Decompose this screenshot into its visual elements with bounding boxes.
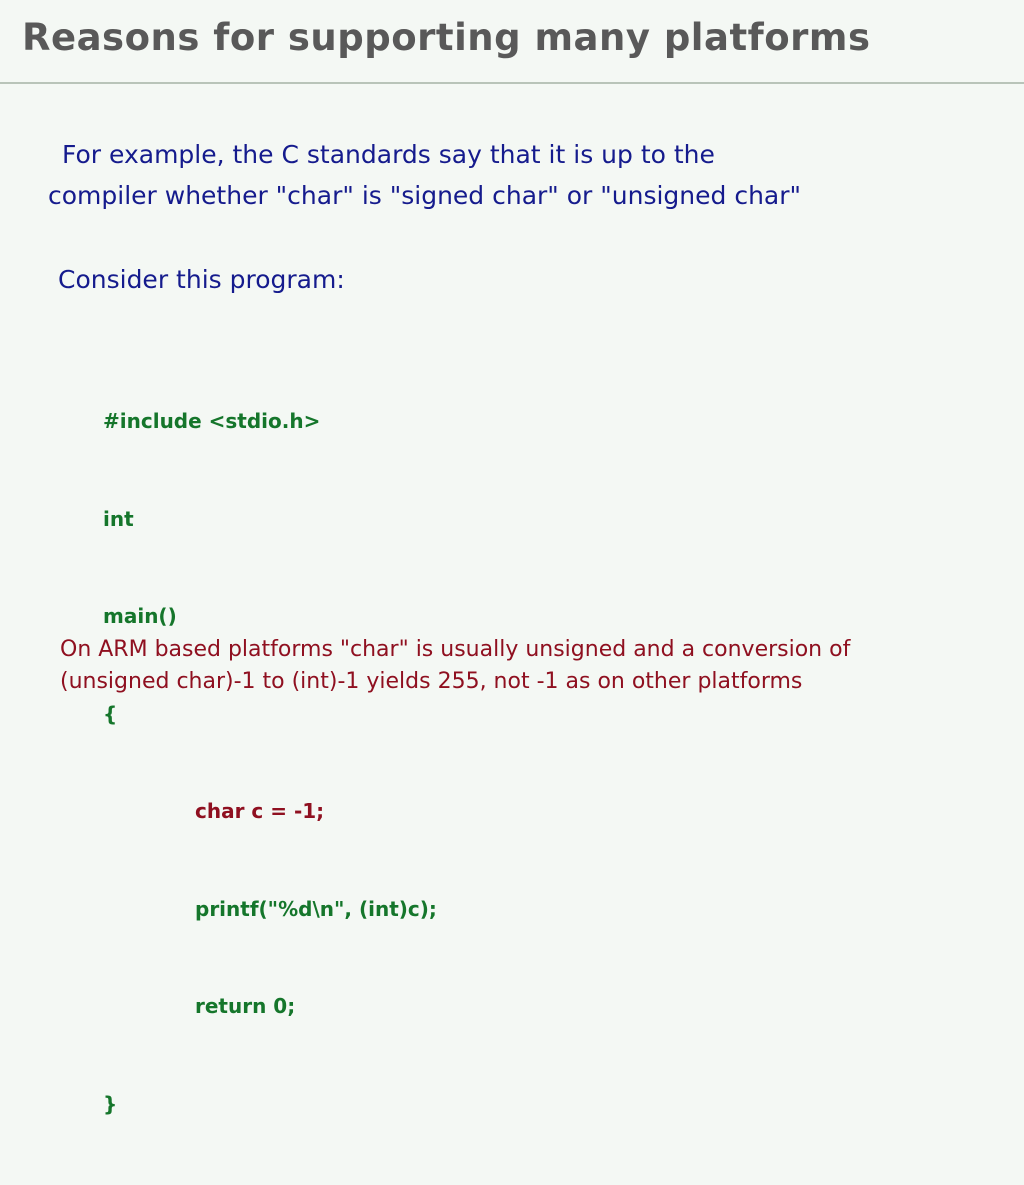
code-listing [103,340,437,1185]
page-title: Reasons for supporting many platforms [22,16,871,59]
intro-line-2: compiler whether "char" is "signed char" or "unsigned char" [48,181,802,210]
footnote-line-1: On ARM based platforms "char" is usually unsigned and a conversion of [60,637,851,662]
footnote [60,634,990,698]
title-divider [0,82,1024,84]
code-line: main() [103,604,177,628]
intro-line-1: For example, the C standards say that it is up to the [62,140,715,169]
footnote-line-2: (unsigned char)-1 to (int)-1 yields 255, not -1 as on other platforms [60,669,803,694]
code-line: { [103,701,118,726]
code-line: } [103,1091,118,1116]
code-line: printf("%d\n", (int)c); [195,896,437,921]
intro-paragraph [48,134,988,216]
code-line: return 0; [195,994,296,1018]
code-line: int [103,506,134,531]
code-line: char c = -1; [195,799,325,823]
code-line: #include <stdio.h> [103,409,321,433]
consider-label: Consider this program: [58,265,345,294]
